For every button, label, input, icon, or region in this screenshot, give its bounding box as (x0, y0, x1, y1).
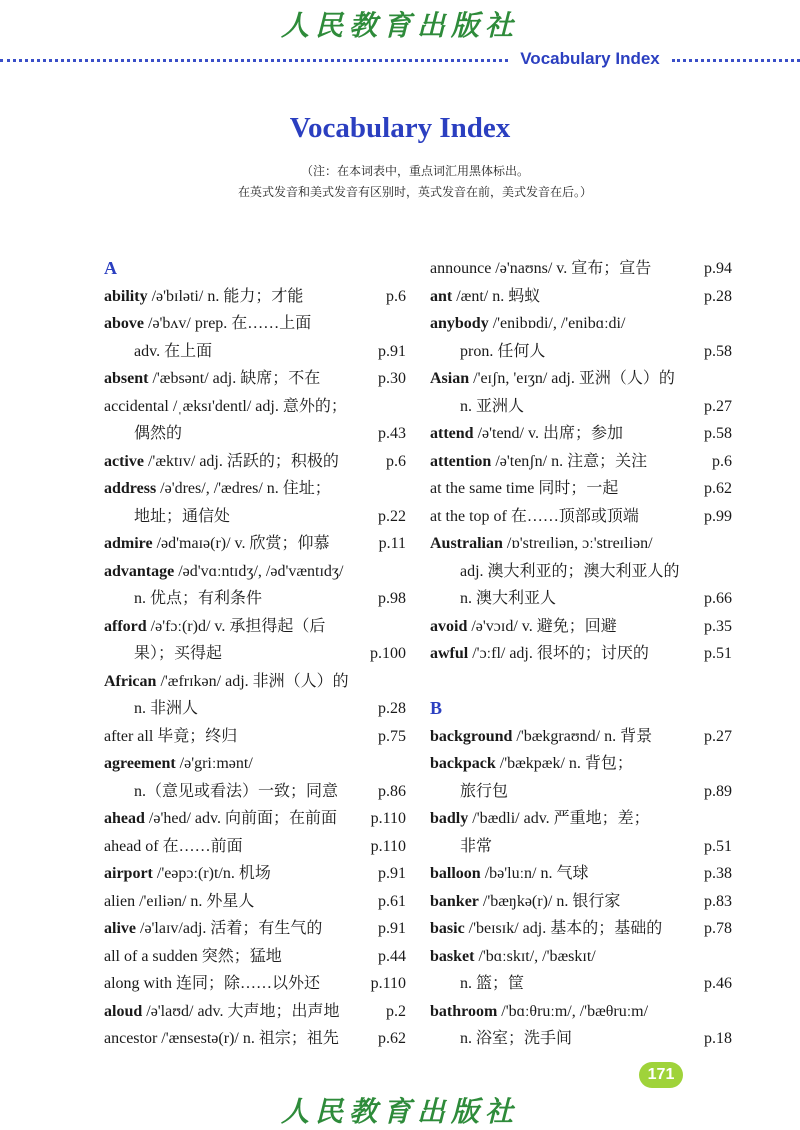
index-entry-line (430, 283, 732, 311)
page-reference: p.43 (378, 425, 406, 442)
entry-definition: /əd'maɪə(r)/ v. 欣赏；仰慕 (152, 535, 330, 552)
index-entry-line (430, 530, 732, 558)
entry-definition: /'eɪʃn, 'eɪʒn/ adj. 亚洲（人）的 (469, 370, 675, 387)
entry-definition: 地址；通信处 (134, 507, 231, 525)
page-reference: p.91 (378, 342, 406, 360)
entry-text (430, 645, 649, 662)
note-line: （注：在本词表中，重点词汇用黑体标出。 (300, 164, 529, 178)
headword: agreement (104, 755, 176, 772)
headword: African (104, 672, 157, 690)
entry-text (104, 535, 330, 552)
entry-text (104, 370, 320, 387)
section-letter: A (104, 258, 117, 278)
page-reference: p.62 (378, 1030, 406, 1047)
index-entry-line (430, 888, 732, 916)
index-entry-line (104, 888, 406, 916)
entry-text (104, 398, 347, 415)
index-entry-line (430, 805, 732, 833)
index-entry-line (430, 338, 732, 366)
entry-definition: /ænt/ n. 蚂蚁 (452, 287, 541, 305)
page-reference: p.35 (704, 617, 732, 635)
entry-definition: n. 非洲人 (134, 700, 199, 717)
page-reference: p.18 (704, 1030, 732, 1047)
entry-definition: n. 篮；筐 (460, 975, 525, 992)
entry-definition: /'eəpɔː(r)t/n. 机场 (152, 865, 271, 882)
index-entry-line (104, 420, 406, 448)
entry-text (104, 893, 254, 910)
entry-text (104, 783, 338, 800)
index-entry-line (430, 970, 732, 998)
page-reference: p.28 (704, 287, 732, 305)
index-entry-line (430, 915, 732, 943)
page-number-badge: 171 (639, 1062, 683, 1088)
page-reference: p.94 (704, 260, 732, 277)
entry-definition: /ə'laʊd/ adv. 大声地；出声地 (142, 1002, 340, 1020)
page-reference: p.98 (378, 590, 406, 607)
index-entry-line (430, 448, 732, 476)
entry-definition: along with 连同；除……以外还 (104, 975, 320, 992)
index-entry-line (104, 778, 406, 806)
headword: banker (430, 892, 479, 910)
entry-definition: /'æktɪv/ adj. 活跃的；积极的 (143, 452, 339, 470)
page-reference: p.27 (704, 727, 732, 745)
page-reference: p.91 (378, 865, 406, 882)
index-entry-line (430, 558, 732, 586)
headword: afford (104, 617, 147, 635)
entry-definition: /ɒ'streɪliən, ɔː'streɪliən/ (502, 535, 653, 552)
entry-definition: /ə'tenʃn/ n. 注意；关注 (491, 452, 648, 470)
entry-text (104, 1003, 340, 1020)
entry-text (104, 975, 320, 992)
entry-text (104, 810, 337, 827)
page-reference: p.61 (378, 892, 406, 910)
entry-definition: /ə'hed/ adv. 向前面；在前面 (144, 810, 337, 827)
page-reference: p.44 (378, 947, 406, 965)
index-entry-line (104, 943, 406, 971)
headword: ahead (104, 810, 145, 827)
entry-definition: /'bækpæk/ n. 背包； (495, 755, 633, 772)
entry-text (430, 783, 508, 800)
dotted-rule-right (672, 59, 800, 62)
index-column-left (104, 255, 406, 1053)
entry-definition: /'bɑːskɪt/, /'bæskɪt/ (474, 947, 596, 965)
entry-definition: /ə'tend/ v. 出席；参加 (473, 425, 623, 442)
entry-text (104, 673, 349, 690)
entry-text (430, 508, 639, 525)
entry-definition: n. 亚洲人 (460, 397, 525, 415)
page-reference: p.75 (378, 727, 406, 745)
entry-text (430, 728, 652, 745)
page-reference: p.83 (704, 892, 732, 910)
index-entry-line (104, 998, 406, 1026)
entry-text (430, 260, 651, 277)
headword: aloud (104, 1002, 143, 1020)
headword: balloon (430, 865, 481, 882)
entry-definition: /ə'fɔː(r)d/ v. 承担得起（后 (146, 617, 326, 635)
page-reference: p.2 (386, 1002, 406, 1020)
page-reference: p.27 (704, 397, 732, 415)
entry-text (104, 700, 198, 717)
entry-definition: adj. 澳大利亚的；澳大利亚人的 (460, 562, 680, 580)
headword: above (104, 315, 144, 332)
entry-text (104, 948, 282, 965)
entry-text (430, 535, 653, 552)
index-entry-line (104, 310, 406, 338)
entry-definition: /'bæŋkə(r)/ n. 银行家 (478, 892, 621, 910)
index-entry-line (104, 915, 406, 943)
entry-text (104, 838, 243, 855)
index-entry-line (430, 475, 732, 503)
entry-text (104, 315, 311, 332)
entry-text (104, 728, 237, 745)
index-entry-line (430, 503, 732, 531)
entry-text (104, 508, 230, 525)
index-entry-line (104, 338, 406, 366)
entry-definition: at the same time 同时；一起 (430, 480, 619, 497)
index-entry-line (104, 723, 406, 751)
entry-text (104, 343, 212, 360)
headword: Australian (430, 535, 503, 552)
headword: anybody (430, 315, 489, 332)
index-entry-line (104, 558, 406, 586)
entry-definition: n. 澳大利亚人 (460, 590, 557, 607)
headword: awful (430, 645, 469, 662)
index-entry-line (104, 475, 406, 503)
page-reference: p.30 (378, 370, 406, 387)
entry-definition: all of a sudden 突然；猛地 (104, 947, 282, 965)
entry-definition: /ə'bɪləti/ n. 能力；才能 (147, 287, 304, 305)
page-reference: p.28 (378, 700, 406, 717)
page-title: Vocabulary Index (289, 112, 511, 144)
index-entry-line (104, 805, 406, 833)
index-entry-line (430, 613, 732, 641)
entry-text (430, 920, 662, 937)
index-entry-line (104, 833, 406, 861)
page-reference: p.110 (370, 975, 406, 992)
headword: alive (104, 920, 136, 937)
section-gap (430, 668, 732, 696)
headword: basket (430, 947, 475, 965)
index-entry-line (430, 723, 732, 751)
entry-definition: adv. 在上面 (134, 342, 213, 360)
index-column-right (430, 255, 732, 1053)
entry-text (430, 1030, 572, 1047)
running-header: Vocabulary Index (520, 49, 660, 68)
page-reference: p.110 (370, 837, 406, 855)
entry-text (430, 618, 617, 635)
index-entry-line (104, 640, 406, 668)
index-entry-line (104, 503, 406, 531)
page-reference: p.58 (704, 425, 732, 442)
entry-definition: /'ɔːfl/ adj. 很坏的；讨厌的 (468, 645, 649, 662)
entry-definition: n. 浴室；洗手间 (460, 1030, 573, 1047)
page-reference: p.100 (370, 645, 406, 662)
headword: attention (430, 452, 492, 470)
entry-definition: n.（意见或看法）一致；同意 (134, 782, 339, 800)
headword: address (104, 480, 157, 497)
entry-text (430, 398, 524, 415)
note-line: 在英式发音和美式发音有区别时，英式发音在前，美式发音在后。） (237, 185, 592, 199)
entry-text (104, 425, 182, 442)
headword: ability (104, 287, 148, 305)
entry-text (430, 755, 633, 772)
headword: absent (104, 370, 149, 387)
index-entry-line (430, 365, 732, 393)
page-reference: p.91 (378, 920, 406, 937)
index-entry-line (104, 448, 406, 476)
headword: avoid (430, 617, 468, 635)
entry-definition: /bə'luːn/ n. 气球 (480, 865, 589, 882)
entry-definition: /'bɑːθruːm/, /'bæθruːm/ (497, 1002, 649, 1020)
page-reference: p.78 (704, 920, 732, 937)
entry-definition: /'æfrɪkən/ adj. 非洲（人）的 (156, 672, 349, 690)
entry-definition: /'bækgraʊnd/ n. 背景 (512, 727, 653, 745)
publisher-logo-bottom: 人民教育出版社 (280, 1095, 519, 1128)
entry-text (430, 288, 540, 305)
entry-text (104, 288, 303, 305)
entry-text (104, 920, 322, 937)
entry-definition: n. 优点；有利条件 (134, 590, 263, 607)
dotted-rule-left (0, 59, 508, 62)
page-reference: p.99 (704, 507, 732, 525)
entry-definition: announce /ə'naʊns/ v. 宣布；宣告 (430, 260, 652, 277)
entry-text (430, 810, 650, 827)
entry-definition: /'enibɒdi/, /'enibɑːdi/ (488, 315, 626, 332)
entry-text (430, 948, 596, 965)
index-entry-line (104, 1025, 406, 1053)
headword: ant (430, 287, 453, 305)
entry-definition: ancestor /'ænsestə(r)/ n. 祖宗；祖先 (104, 1030, 339, 1047)
entry-definition: /'æbsənt/ adj. 缺席；不在 (148, 370, 321, 387)
entry-text (104, 755, 253, 772)
headword: background (430, 727, 513, 745)
page-reference: p.6 (386, 452, 406, 470)
headword: active (104, 452, 144, 470)
page-reference: p.6 (386, 287, 406, 305)
index-entry-line (104, 970, 406, 998)
page-reference: p.11 (378, 535, 406, 552)
entry-text (430, 975, 524, 992)
entry-text (104, 453, 339, 470)
entry-definition: /ə'laɪv/adj. 活着；有生气的 (136, 920, 323, 937)
entry-definition: 果）；买得起 (134, 645, 223, 662)
entry-text (104, 865, 271, 882)
entry-text (430, 865, 588, 882)
entry-text (430, 590, 556, 607)
entry-text (430, 315, 625, 332)
entry-text (104, 1030, 339, 1047)
headword: advantage (104, 562, 175, 580)
index-entry-line (104, 668, 406, 696)
index-entry-line (104, 750, 406, 778)
entry-definition: 旅行包 (460, 782, 509, 800)
page-reference: p.86 (378, 782, 406, 800)
entry-definition: 非常 (460, 837, 493, 855)
entry-text (104, 590, 262, 607)
entry-definition: /'beɪsɪk/ adj. 基本的；基础的 (464, 920, 663, 937)
index-entry-line (430, 943, 732, 971)
entry-text (430, 1003, 648, 1020)
index-entry-line (430, 833, 732, 861)
index-entry-line (104, 365, 406, 393)
entry-definition: ahead of 在……前面 (104, 837, 243, 855)
index-entry-line (430, 255, 732, 283)
index-entry-line (104, 393, 406, 421)
entry-definition: /əd'vɑːntɪdʒ/, /əd'væntɪdʒ/ (174, 562, 344, 580)
entry-definition: after all 毕竟；终归 (104, 727, 238, 745)
headword: backpack (430, 755, 496, 772)
index-entry-line (430, 640, 732, 668)
page-reference: p.62 (704, 480, 732, 497)
headword: badly (430, 810, 469, 827)
index-entry-line (104, 695, 406, 723)
entry-text (430, 425, 623, 442)
entry-definition: /ə'bʌv/ prep. 在……上面 (144, 315, 312, 332)
page-reference: p.22 (378, 507, 406, 525)
entry-definition: at the top of 在……顶部或顶端 (430, 507, 639, 525)
page-reference: p.51 (704, 645, 732, 662)
index-entry-line (104, 860, 406, 888)
entry-text (104, 645, 222, 662)
headword: Asian (430, 370, 470, 387)
headword: admire (104, 535, 153, 552)
index-entry-line (430, 585, 732, 613)
section-letter: B (430, 698, 443, 718)
index-entry-line (430, 420, 732, 448)
entry-definition: /'bædli/ adv. 严重地；差； (468, 810, 650, 827)
page-reference: p.89 (704, 782, 732, 800)
index-entry-line (430, 860, 732, 888)
entry-definition: /ə'griːmənt/ (175, 755, 253, 772)
headword: attend (430, 425, 474, 442)
entry-definition: accidental /ˌæksɪ'dentl/ adj. 意外的； (104, 397, 347, 415)
index-entry-line (104, 530, 406, 558)
page-reference: p.6 (712, 452, 732, 470)
entry-text (430, 453, 647, 470)
page-reference: p.38 (704, 865, 732, 882)
page-reference: p.46 (704, 975, 732, 992)
entry-text (430, 563, 680, 580)
entry-text (104, 618, 325, 635)
index-entry-line (104, 613, 406, 641)
index-entry-line (430, 750, 732, 778)
entry-definition: /ə'vɔɪd/ v. 避免；回避 (467, 617, 617, 635)
headword: bathroom (430, 1002, 498, 1020)
entry-text (430, 838, 492, 855)
entry-definition: pron. 任何人 (460, 342, 546, 360)
headword: airport (104, 865, 153, 882)
page-reference: p.66 (704, 590, 732, 607)
page-reference: p.110 (370, 810, 406, 827)
entry-definition: 偶然的 (134, 425, 183, 442)
headword: basic (430, 920, 465, 937)
entry-text (430, 343, 545, 360)
entry-text (104, 480, 331, 497)
publisher-logo-top: 人民教育出版社 (280, 9, 519, 42)
page-reference: p.51 (704, 837, 732, 855)
index-entry-line (430, 778, 732, 806)
entry-text (430, 893, 620, 910)
index-entry-line (430, 393, 732, 421)
index-entry-line (430, 310, 732, 338)
entry-text (430, 370, 675, 387)
index-entry-line (430, 1025, 732, 1053)
page-reference: p.58 (704, 342, 732, 360)
entry-definition: /ə'dres/, /'ædres/ n. 住址； (156, 480, 331, 497)
index-entry-line (104, 585, 406, 613)
index-entry-line (104, 283, 406, 311)
entry-text (430, 480, 618, 497)
entry-definition: alien /'eɪliən/ n. 外星人 (104, 892, 255, 910)
entry-text (104, 563, 343, 580)
index-entry-line (430, 998, 732, 1026)
